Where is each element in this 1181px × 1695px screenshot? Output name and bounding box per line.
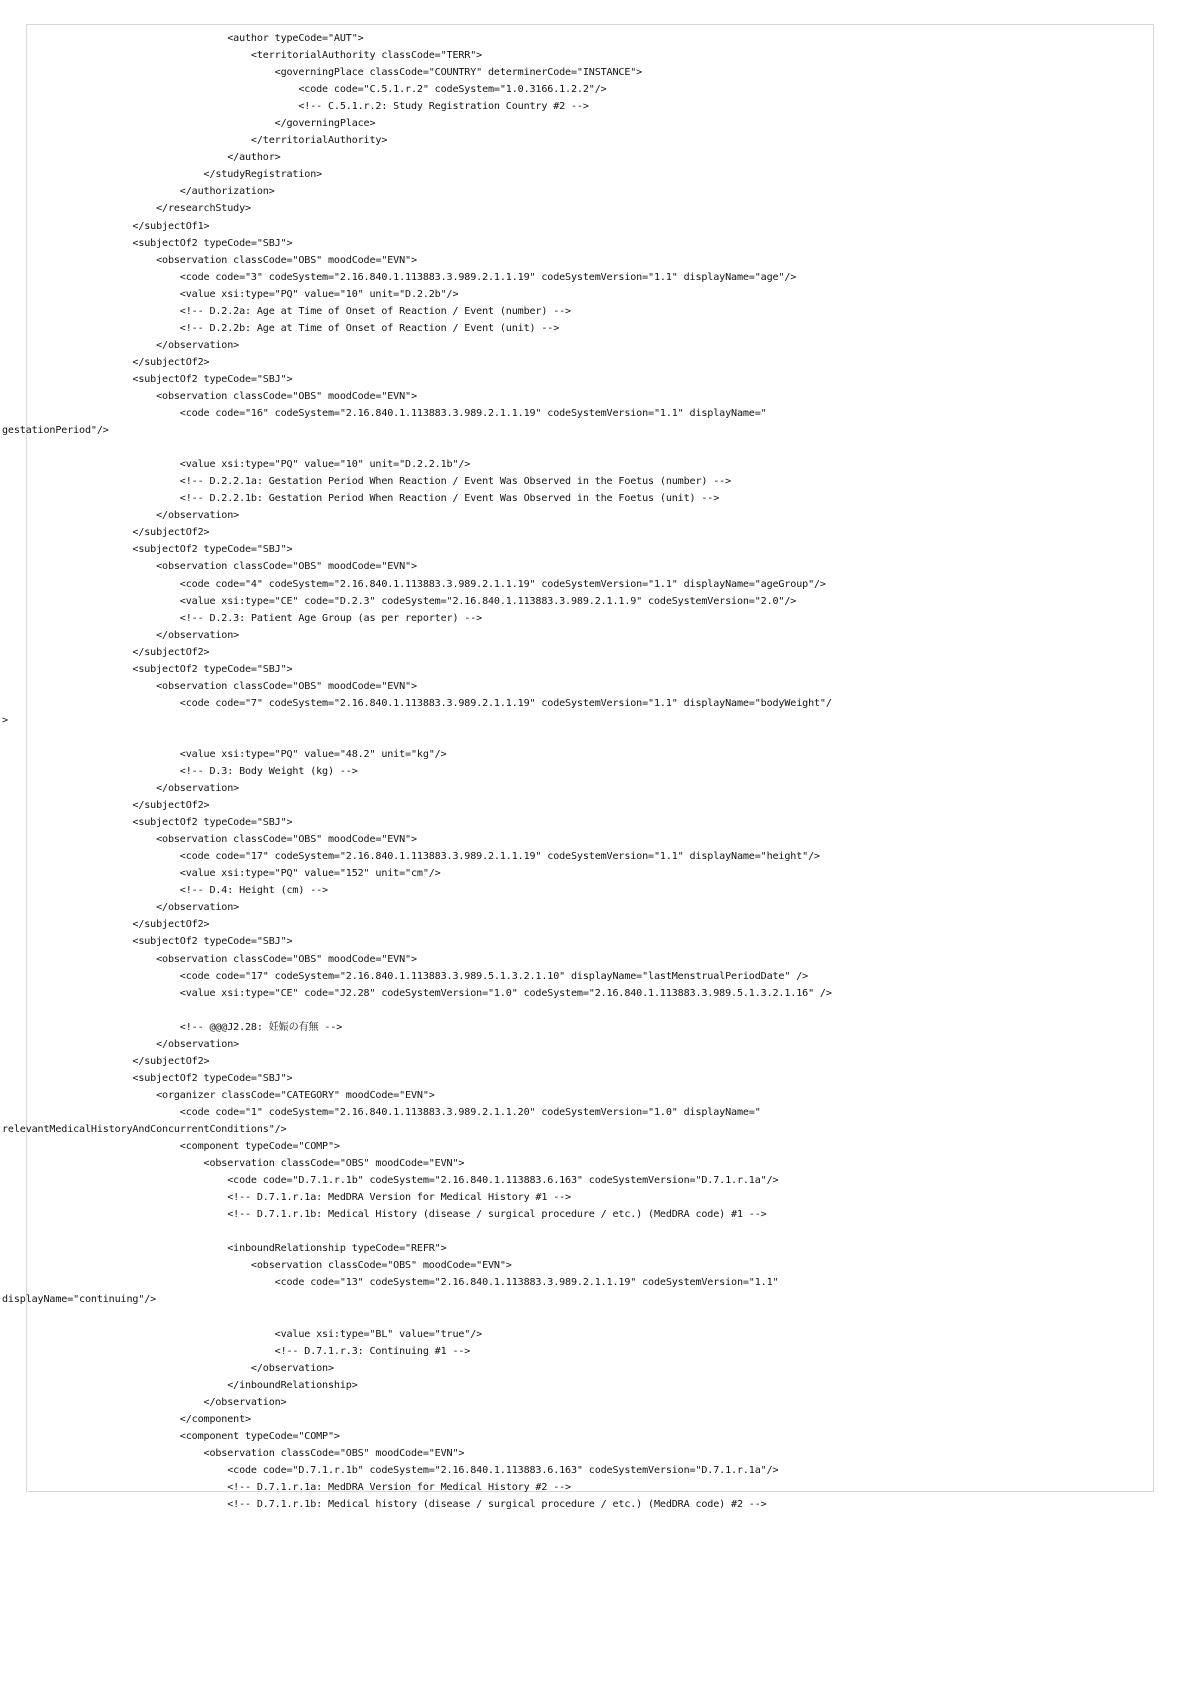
- code-line: </governingPlace>: [2, 118, 376, 130]
- code-line: <observation classCode="OBS" moodCode="EVN">: [2, 254, 417, 266]
- code-line: <subjectOf2 typeCode="SBJ">: [2, 544, 293, 556]
- code-line: <inboundRelationship typeCode="REFR">: [2, 1243, 447, 1255]
- code-line: <!-- D.2.3: Patient Age Group (as per reporter) -->: [2, 612, 483, 624]
- code-line: </observation>: [2, 902, 240, 914]
- code-line: gestationPeriod"/>: [2, 425, 109, 437]
- code-line: </observation>: [2, 1396, 287, 1408]
- code-line: <!-- C.5.1.r.2: Study Registration Country #2 -->: [2, 101, 589, 113]
- code-line: </subjectOf2>: [2, 1055, 210, 1067]
- code-line: <author typeCode="AUT">: [2, 33, 364, 44]
- code-line: <subjectOf2 typeCode="SBJ">: [2, 1072, 293, 1084]
- code-line: <territorialAuthority classCode="TERR">: [2, 50, 483, 62]
- code-line: <!-- D.7.1.r.1a: MedDRA Version for Medical History #2 -->: [2, 1481, 571, 1493]
- code-line: </observation>: [2, 510, 240, 522]
- code-line: </subjectOf1>: [2, 220, 210, 232]
- code-line: <code code="1" codeSystem="2.16.840.1.113883.3.989.2.1.1.20" codeSystemVersion="1.0" displayName=": [2, 1106, 761, 1118]
- code-line: </observation>: [2, 1038, 240, 1050]
- code-line: <value xsi:type="PQ" value="48.2" unit="kg"/>: [2, 748, 447, 760]
- code-line: <code code="3" codeSystem="2.16.840.1.113883.3.989.2.1.1.19" codeSystemVersion="1.1" displayName="age"/>: [2, 271, 797, 283]
- code-line: <!-- D.2.2.1a: Gestation Period When Reaction / Event Was Observed in the Foetus (number) -->: [2, 476, 732, 488]
- code-line: <governingPlace classCode="COUNTRY" determinerCode="INSTANCE">: [2, 67, 643, 79]
- code-line: <code code="17" codeSystem="2.16.840.1.113883.3.989.5.1.3.2.1.10" displayName="lastMenstrualPeriodDate" />: [2, 970, 809, 982]
- code-line: relevantMedicalHistoryAndConcurrentConditions"/>: [2, 1124, 287, 1135]
- code-line: <!-- D.4: Height (cm) -->: [2, 885, 328, 897]
- code-line: <observation classCode="OBS" moodCode="EVN">: [2, 1158, 465, 1170]
- code-line: <observation classCode="OBS" moodCode="EVN">: [2, 1447, 465, 1459]
- code-line: <subjectOf2 typeCode="SBJ">: [2, 663, 293, 675]
- code-line: <subjectOf2 typeCode="SBJ">: [2, 237, 293, 249]
- code-line: <!-- D.2.2.1b: Gestation Period When Reaction / Event Was Observed in the Foetus (unit) -->: [2, 493, 720, 505]
- code-line: [0, 439, 1181, 456]
- code-line: </observation>: [2, 783, 240, 795]
- code-line: </observation>: [2, 629, 240, 641]
- code-line: <observation classCode="OBS" moodCode="EVN">: [2, 680, 417, 692]
- code-line: <!-- D.7.1.r.1b: Medical History (disease / surgical procedure / etc.) (MedDRA code) #1 -->: [2, 1209, 767, 1221]
- code-line: <value xsi:type="CE" code="J2.28" codeSystemVersion="1.0" codeSystem="2.16.840.1.113883.3.989.5.1.3.2.1.16" />: [2, 987, 832, 999]
- code-line: <value xsi:type="PQ" value="10" unit="D.2.2b"/>: [2, 288, 459, 300]
- code-line: <subjectOf2 typeCode="SBJ">: [2, 373, 293, 385]
- code-line: <organizer classCode="CATEGORY" moodCode="EVN">: [2, 1089, 435, 1101]
- code-line: <code code="16" codeSystem="2.16.840.1.113883.3.989.2.1.1.19" codeSystemVersion="1.1" displayName=": [2, 408, 767, 420]
- code-line: displayName="continuing"/>: [2, 1294, 157, 1306]
- code-line: >: [2, 714, 8, 726]
- code-line: <observation classCode="OBS" moodCode="EVN">: [2, 1260, 512, 1272]
- code-line: </inboundRelationship>: [2, 1379, 358, 1391]
- code-line: <component typeCode="COMP">: [2, 1430, 340, 1442]
- code-line: </subjectOf2>: [2, 646, 210, 658]
- code-line: <component typeCode="COMP">: [2, 1141, 340, 1153]
- code-line: <value xsi:type="PQ" value="10" unit="D.2.2.1b"/>: [2, 459, 471, 471]
- code-line: <observation classCode="OBS" moodCode="EVN">: [2, 561, 417, 573]
- code-line: [0, 1223, 1181, 1240]
- code-line: <!-- D.7.1.r.1b: Medical history (disease / surgical procedure / etc.) (MedDRA code) #2 -->: [2, 1499, 767, 1511]
- code-line: </researchStudy>: [2, 203, 251, 215]
- code-line: <code code="7" codeSystem="2.16.840.1.113883.3.989.2.1.1.19" codeSystemVersion="1.1" displayName="bodyWeight"/: [2, 697, 832, 709]
- code-line: </subjectOf2>: [2, 356, 210, 368]
- code-line: <value xsi:type="BL" value="true"/>: [2, 1328, 483, 1340]
- code-line: <code code="D.7.1.r.1b" codeSystem="2.16.840.1.113883.6.163" codeSystemVersion="D.7.1.r.1a"/>: [2, 1464, 779, 1476]
- code-line: <!-- D.7.1.r.1a: MedDRA Version for Medical History #1 -->: [2, 1192, 571, 1204]
- code-line: [0, 1002, 1181, 1019]
- code-line: </subjectOf2>: [2, 800, 210, 812]
- code-line: </observation>: [2, 1362, 334, 1374]
- code-line: </observation>: [2, 339, 240, 351]
- code-line: <value xsi:type="CE" code="D.2.3" codeSystem="2.16.840.1.113883.3.989.2.1.1.9" codeSystemVersion="2.0"/>: [2, 595, 797, 607]
- code-line: <code code="13" codeSystem="2.16.840.1.113883.3.989.2.1.1.19" codeSystemVersion="1.1": [2, 1277, 779, 1289]
- code-line: <!-- D.2.2b: Age at Time of Onset of Reaction / Event (unit) -->: [2, 322, 560, 334]
- code-line: <subjectOf2 typeCode="SBJ">: [2, 817, 293, 829]
- code-line: <observation classCode="OBS" moodCode="EVN">: [2, 953, 417, 965]
- code-line: <observation classCode="OBS" moodCode="EVN">: [2, 390, 417, 402]
- code-line: <!-- D.3: Body Weight (kg) -->: [2, 766, 358, 778]
- xml-code-listing: [0, 30, 1181, 1513]
- code-line: <code code="17" codeSystem="2.16.840.1.113883.3.989.2.1.1.19" codeSystemVersion="1.1" displayName="height"/>: [2, 851, 820, 863]
- code-line: </author>: [2, 152, 281, 164]
- code-line: <subjectOf2 typeCode="SBJ">: [2, 936, 293, 948]
- code-line: </subjectOf2>: [2, 919, 210, 931]
- code-line: [0, 1309, 1181, 1326]
- code-line: </component>: [2, 1413, 251, 1425]
- code-line: </subjectOf2>: [2, 527, 210, 539]
- code-line: </authorization>: [2, 186, 275, 198]
- code-line: <!-- D.7.1.r.3: Continuing #1 -->: [2, 1345, 471, 1357]
- code-line: <value xsi:type="PQ" value="152" unit="cm"/>: [2, 868, 441, 880]
- code-line: <observation classCode="OBS" moodCode="EVN">: [2, 834, 417, 846]
- code-line: </studyRegistration>: [2, 169, 323, 181]
- code-line: <code code="4" codeSystem="2.16.840.1.113883.3.989.2.1.1.19" codeSystemVersion="1.1" displayName="ageGroup"/>: [2, 578, 826, 590]
- code-line: </territorialAuthority>: [2, 135, 388, 147]
- code-line: <!-- D.2.2a: Age at Time of Onset of Reaction / Event (number) -->: [2, 305, 571, 317]
- code-line: <code code="D.7.1.r.1b" codeSystem="2.16.840.1.113883.6.163" codeSystemVersion="D.7.1.r.1a"/>: [2, 1175, 779, 1187]
- code-line: [0, 729, 1181, 746]
- code-line: <code code="C.5.1.r.2" codeSystem="1.0.3166.1.2.2"/>: [2, 84, 607, 96]
- code-line: <!-- @@@J2.28: 妊娠の有無 -->: [2, 1021, 343, 1033]
